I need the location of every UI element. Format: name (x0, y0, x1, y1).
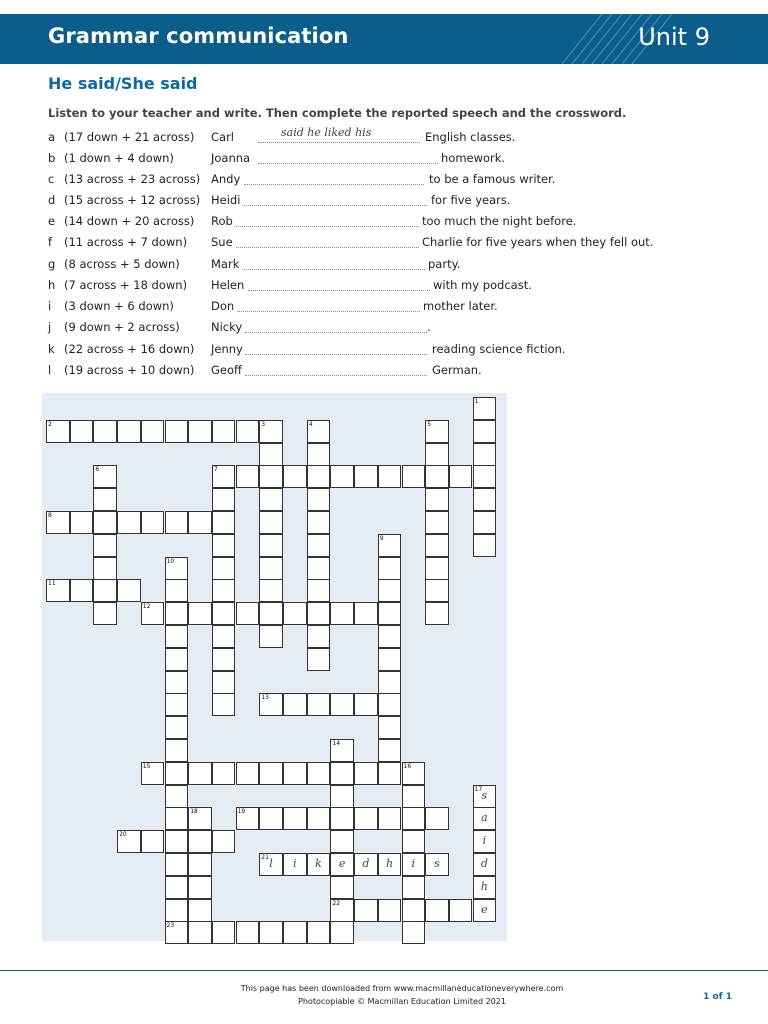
filled-letter: i (482, 834, 487, 848)
crossword-cell[interactable] (307, 511, 331, 534)
crossword-cell[interactable] (259, 488, 283, 511)
clue-number: 14 (332, 740, 341, 747)
clue-number: 15 (142, 762, 151, 770)
item-letter: l (48, 363, 52, 377)
crossword-cell[interactable] (402, 899, 426, 922)
crossword-cell[interactable] (307, 579, 331, 602)
crossword-cell[interactable] (449, 899, 473, 922)
crossword-cell[interactable] (330, 807, 354, 830)
item-ending: too much the night before. (422, 214, 577, 228)
crossword-cell[interactable] (212, 625, 236, 648)
crossword-cell[interactable] (93, 511, 117, 534)
crossword-cell[interactable] (425, 465, 449, 488)
item-ending: reading science fiction. (432, 342, 566, 356)
crossword-cell[interactable] (117, 511, 141, 534)
crossword-cell[interactable] (307, 853, 331, 876)
crossword-cell[interactable] (165, 511, 189, 534)
crossword-cell[interactable] (212, 830, 236, 853)
filled-letter: l (269, 857, 273, 870)
item-clue: (14 down + 20 across) (64, 214, 195, 228)
filled-letter: i (292, 857, 297, 870)
crossword-cell[interactable] (378, 716, 402, 739)
item-clue: (3 down + 6 down) (64, 299, 174, 313)
crossword-cell[interactable] (283, 853, 307, 876)
crossword-cell[interactable] (425, 853, 449, 876)
crossword-cell[interactable] (378, 534, 402, 557)
filled-letter: h (386, 857, 394, 870)
crossword-cell[interactable] (425, 579, 449, 602)
answer-blank[interactable] (244, 269, 425, 270)
crossword-cell[interactable] (283, 602, 307, 625)
crossword-cell[interactable] (165, 762, 189, 785)
crossword-cell[interactable] (236, 602, 260, 625)
item-clue: (11 across + 7 down) (64, 235, 188, 249)
crossword-grid (42, 393, 507, 941)
crossword-cell[interactable] (378, 625, 402, 648)
item-ending: . (427, 320, 431, 334)
clue-number: 4 (308, 420, 313, 428)
crossword-cell[interactable] (473, 465, 497, 488)
clue-number: 5 (427, 420, 432, 428)
crossword-cell[interactable] (402, 807, 426, 830)
crossword-cell[interactable] (425, 443, 449, 466)
crossword-cell[interactable] (259, 762, 283, 785)
clue-number: 7 (213, 466, 218, 474)
answer-blank[interactable] (258, 163, 438, 164)
item-ending: English classes. (425, 130, 516, 144)
crossword-cell[interactable] (283, 762, 307, 785)
crossword-cell[interactable] (473, 876, 497, 899)
crossword-cell[interactable] (165, 921, 189, 944)
crossword-cell[interactable] (425, 557, 449, 580)
crossword-cell[interactable] (307, 443, 331, 466)
crossword-cell[interactable] (236, 420, 260, 443)
clue-number: 23 (166, 922, 175, 930)
download-notice: This page has been downloaded from www.macmillaneducationeverywhere.com (240, 984, 564, 993)
answer-blank[interactable] (237, 311, 420, 312)
crossword-cell[interactable] (378, 899, 402, 922)
answer-blank[interactable] (245, 332, 427, 333)
crossword-cell[interactable] (378, 739, 402, 762)
clue-number: 18 (190, 808, 198, 816)
clue-number: 22 (332, 899, 341, 907)
crossword-cell[interactable] (307, 921, 331, 944)
crossword-cell[interactable] (165, 693, 189, 716)
item-letter: e (48, 214, 56, 228)
crossword-cell[interactable] (378, 648, 402, 671)
crossword-cell[interactable] (46, 511, 70, 534)
crossword-cell[interactable] (307, 693, 331, 716)
crossword-cell[interactable] (212, 648, 236, 671)
crossword-cell[interactable] (473, 830, 497, 853)
crossword-cell[interactable] (307, 807, 331, 830)
item-ending: to be a famous writer. (429, 172, 556, 186)
crossword-cell[interactable] (188, 921, 212, 944)
crossword-cell[interactable] (425, 602, 449, 625)
item-name: Helen (211, 278, 245, 292)
clue-number: 13 (261, 694, 269, 702)
crossword-cell[interactable] (165, 648, 189, 671)
page-number: 1 of 1 (703, 992, 732, 1002)
answer-blank[interactable] (236, 247, 419, 248)
answer-blank[interactable] (244, 205, 427, 206)
item-clue: (15 across + 12 across) (64, 193, 201, 207)
item-ending: for five years. (431, 193, 511, 207)
crossword-cell[interactable] (307, 534, 331, 557)
crossword-cell[interactable] (212, 671, 236, 694)
crossword-cell[interactable] (473, 443, 497, 466)
crossword-cell[interactable] (93, 602, 117, 625)
crossword-cell[interactable] (473, 420, 497, 443)
item-name: Don (211, 299, 235, 313)
crossword-cell[interactable] (354, 465, 378, 488)
clue-number: 17 (474, 785, 483, 793)
clue-number: 19 (237, 808, 246, 816)
clue-number: 1 (474, 398, 479, 405)
filled-letter: d (362, 857, 370, 870)
item-name: Jenny (211, 342, 243, 356)
crossword-cell[interactable] (165, 830, 189, 853)
crossword-cell[interactable] (259, 534, 283, 557)
crossword-cell[interactable] (378, 853, 402, 876)
crossword-cell[interactable] (378, 465, 402, 488)
crossword-cell[interactable] (70, 579, 94, 602)
clue-number: 3 (261, 420, 266, 428)
crossword-cell[interactable] (378, 557, 402, 580)
item-letter: g (48, 257, 56, 271)
crossword-cell[interactable] (473, 488, 497, 511)
instruction-text: Listen to your teacher and write. Then complete the reported speech and the crossword. (48, 106, 627, 120)
answer-blank[interactable] (258, 142, 420, 143)
filled-letter: a (481, 811, 488, 825)
item-clue: (1 down + 4 down) (64, 151, 174, 165)
crossword-cell[interactable] (330, 739, 354, 762)
item-ending: German. (432, 363, 482, 377)
item-name: Nicky (211, 320, 243, 334)
crossword-cell[interactable] (259, 465, 283, 488)
item-letter: c (48, 172, 55, 186)
crossword-cell[interactable] (473, 807, 497, 830)
crossword-cell[interactable] (93, 465, 117, 488)
crossword-cell[interactable] (330, 602, 354, 625)
crossword-cell[interactable] (378, 671, 402, 694)
crossword-cell[interactable] (307, 488, 331, 511)
crossword-cell[interactable] (425, 488, 449, 511)
crossword-cell[interactable] (354, 693, 378, 716)
filled-letter: e (481, 902, 488, 916)
crossword-cell[interactable] (259, 807, 283, 830)
crossword-cell[interactable] (307, 762, 331, 785)
crossword-cell[interactable] (165, 625, 189, 648)
crossword-cell[interactable] (283, 465, 307, 488)
answer-blank[interactable] (244, 184, 424, 185)
crossword-cell[interactable] (259, 557, 283, 580)
crossword-cell[interactable] (212, 420, 236, 443)
crossword-cell[interactable] (259, 420, 283, 443)
crossword-cell[interactable] (402, 762, 426, 785)
clue-number: 21 (261, 854, 269, 861)
filled-letter: e (338, 857, 346, 870)
item-ending: with my podcast. (433, 278, 532, 292)
crossword-cell[interactable] (188, 899, 212, 922)
clue-number: 8 (48, 512, 52, 519)
clue-number: 9 (379, 534, 384, 542)
crossword-cell[interactable] (141, 830, 165, 853)
crossword-cell[interactable] (259, 579, 283, 602)
crossword-cell[interactable] (330, 921, 354, 944)
crossword-cell[interactable] (236, 921, 260, 944)
crossword-cell[interactable] (212, 579, 236, 602)
crossword-cell[interactable] (141, 511, 165, 534)
filled-letter: h (480, 879, 488, 893)
crossword-cell[interactable] (259, 625, 283, 648)
crossword-cell[interactable] (236, 807, 260, 830)
crossword-cell[interactable] (425, 899, 449, 922)
crossword-cell[interactable] (330, 693, 354, 716)
filled-letter: s (434, 857, 440, 870)
answer-blank[interactable] (236, 226, 419, 227)
crossword-cell[interactable] (330, 830, 354, 853)
clue-number: 20 (119, 831, 127, 839)
filled-letter: k (315, 857, 322, 870)
crossword-cell[interactable] (259, 602, 283, 625)
item-clue: (19 across + 10 down) (64, 363, 195, 377)
crossword-cell[interactable] (93, 534, 117, 557)
crossword-cell[interactable] (307, 465, 331, 488)
answer-blank[interactable] (245, 375, 427, 376)
crossword-cell[interactable] (307, 648, 331, 671)
crossword-cell[interactable] (188, 830, 212, 853)
item-ending: homework. (441, 151, 506, 165)
item-name: Heidi (211, 193, 241, 207)
crossword-cell[interactable] (354, 602, 378, 625)
crossword-cell[interactable] (188, 853, 212, 876)
crossword-cell[interactable] (402, 830, 426, 853)
item-letter: a (48, 130, 56, 144)
clue-number: 10 (166, 557, 175, 565)
crossword-cell[interactable] (259, 443, 283, 466)
crossword-cell[interactable] (283, 807, 307, 830)
crossword-cell[interactable] (259, 693, 283, 716)
crossword-cell[interactable] (283, 693, 307, 716)
item-clue: (17 down + 21 across) (64, 130, 195, 144)
crossword-cell[interactable] (212, 511, 236, 534)
crossword-cell[interactable] (212, 693, 236, 716)
crossword-cell[interactable] (402, 465, 426, 488)
crossword-cell[interactable] (46, 420, 70, 443)
crossword-cell[interactable] (354, 807, 378, 830)
crossword-cell[interactable] (425, 534, 449, 557)
crossword-cell[interactable] (402, 785, 426, 808)
item-letter: h (48, 278, 56, 292)
crossword-cell[interactable] (449, 465, 473, 488)
handwritten-answer: said he liked his (281, 126, 372, 139)
crossword-cell[interactable] (378, 579, 402, 602)
worksheet-title: Grammar communication (48, 24, 349, 48)
item-letter: i (48, 299, 52, 313)
item-clue: (9 down + 2 across) (64, 320, 180, 334)
crossword-cell[interactable] (330, 785, 354, 808)
crossword-cell[interactable] (70, 420, 94, 443)
item-letter: b (48, 151, 56, 165)
crossword-cell[interactable] (473, 899, 497, 922)
crossword-cell[interactable] (93, 557, 117, 580)
item-clue: (7 across + 18 down) (64, 278, 188, 292)
item-clue: (8 across + 5 down) (64, 257, 180, 271)
item-letter: j (48, 320, 52, 334)
item-clue: (13 across + 23 across) (64, 172, 201, 186)
crossword-cell[interactable] (188, 762, 212, 785)
clue-number: 6 (95, 466, 100, 474)
crossword-cell[interactable] (93, 579, 117, 602)
clue-number: 11 (48, 580, 56, 588)
crossword-cell[interactable] (402, 853, 426, 876)
crossword-cell[interactable] (165, 579, 189, 602)
crossword-cell[interactable] (141, 602, 165, 625)
crossword-cell[interactable] (425, 420, 449, 443)
crossword-cell[interactable] (165, 807, 189, 830)
clue-number: 2 (48, 420, 52, 428)
crossword-cell[interactable] (236, 762, 260, 785)
crossword-cell[interactable] (117, 420, 141, 443)
item-letter: d (48, 193, 56, 207)
crossword-cell[interactable] (117, 830, 141, 853)
crossword-cell[interactable] (165, 716, 189, 739)
footer-text (0, 982, 768, 1008)
crossword-cell[interactable] (165, 420, 189, 443)
crossword-cell[interactable] (212, 762, 236, 785)
crossword-cell[interactable] (330, 465, 354, 488)
filled-letter: i (411, 857, 416, 870)
item-ending: Charlie for five years when they fell out. (422, 235, 654, 249)
crossword-cell[interactable] (259, 921, 283, 944)
crossword-cell[interactable] (188, 511, 212, 534)
item-name: Mark (211, 257, 240, 271)
page-header (0, 14, 768, 64)
crossword-cell[interactable] (188, 602, 212, 625)
item-name: Sue (211, 235, 233, 249)
crossword-cell[interactable] (212, 921, 236, 944)
item-name: Rob (211, 214, 233, 228)
crossword-cell[interactable] (259, 511, 283, 534)
crossword-cell[interactable] (473, 511, 497, 534)
crossword-cell[interactable] (283, 921, 307, 944)
crossword-cell[interactable] (46, 579, 70, 602)
crossword-cell[interactable] (473, 534, 497, 557)
crossword-cell[interactable] (212, 602, 236, 625)
crossword-cell[interactable] (307, 625, 331, 648)
item-name: Carl (211, 130, 234, 144)
crossword-cell[interactable] (425, 511, 449, 534)
crossword-cell[interactable] (165, 602, 189, 625)
unit-label: Unit 9 (638, 23, 710, 51)
crossword-cell[interactable] (93, 420, 117, 443)
crossword-cell[interactable] (354, 762, 378, 785)
crossword-cell[interactable] (473, 785, 497, 808)
crossword-cell[interactable] (330, 899, 354, 922)
crossword-cell[interactable] (165, 671, 189, 694)
crossword-cell[interactable] (165, 785, 189, 808)
crossword-cell[interactable] (354, 899, 378, 922)
crossword-cell[interactable] (259, 853, 283, 876)
item-letter: f (48, 235, 53, 249)
crossword-cell[interactable] (141, 762, 165, 785)
filled-letter: s (481, 788, 488, 802)
crossword-cell[interactable] (330, 762, 354, 785)
section-title: He said/She said (48, 74, 198, 93)
item-name: Joanna (211, 151, 251, 165)
crossword-cell[interactable] (212, 488, 236, 511)
footer-divider (0, 970, 768, 971)
crossword-cell[interactable] (354, 853, 378, 876)
crossword-cell[interactable] (212, 534, 236, 557)
crossword-cell[interactable] (165, 739, 189, 762)
crossword-cell[interactable] (378, 602, 402, 625)
crossword-cell[interactable] (473, 397, 497, 420)
crossword-cell[interactable] (165, 899, 189, 922)
crossword-cell[interactable] (402, 876, 426, 899)
crossword-cell[interactable] (93, 488, 117, 511)
crossword-cell[interactable] (330, 853, 354, 876)
crossword-cell[interactable] (307, 602, 331, 625)
item-ending: mother later. (423, 299, 498, 313)
answer-blank[interactable] (245, 354, 427, 355)
clue-number: 16 (403, 762, 412, 770)
crossword-cell[interactable] (307, 557, 331, 580)
crossword-cell[interactable] (188, 807, 212, 830)
crossword-cell[interactable] (473, 853, 497, 876)
item-clue: (22 across + 16 down) (64, 342, 195, 356)
crossword-cell[interactable] (307, 420, 331, 443)
crossword-cell[interactable] (141, 420, 165, 443)
crossword-cell[interactable] (330, 876, 354, 899)
crossword-cell[interactable] (188, 876, 212, 899)
crossword-cell[interactable] (402, 921, 426, 944)
crossword-cell[interactable] (378, 762, 402, 785)
crossword-cell[interactable] (165, 557, 189, 580)
item-ending: party. (428, 257, 461, 271)
answer-blank[interactable] (248, 290, 430, 291)
item-name: Geoff (211, 363, 242, 377)
item-name: Andy (211, 172, 241, 186)
copyright-notice: Photocopiable © Macmillan Education Limited 2021 (298, 997, 506, 1006)
filled-letter: d (480, 857, 488, 870)
crossword-cell[interactable] (425, 807, 449, 830)
crossword-cell[interactable] (188, 420, 212, 443)
crossword-cell[interactable] (165, 876, 189, 899)
crossword-cell[interactable] (378, 807, 402, 830)
item-letter: k (48, 342, 55, 356)
crossword-cell[interactable] (70, 511, 94, 534)
crossword-cell[interactable] (212, 557, 236, 580)
crossword-cell[interactable] (117, 579, 141, 602)
crossword-cell[interactable] (236, 465, 260, 488)
crossword-cell[interactable] (378, 693, 402, 716)
clue-number: 12 (142, 603, 151, 611)
crossword-cell[interactable] (165, 853, 189, 876)
crossword-cell[interactable] (212, 465, 236, 488)
